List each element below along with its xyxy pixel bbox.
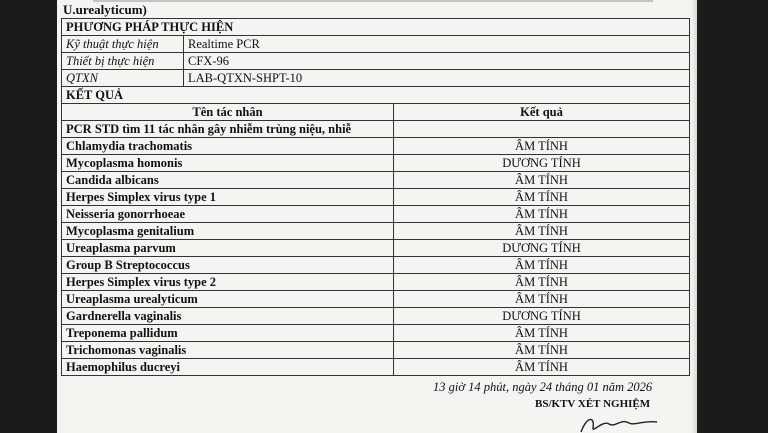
agent-result: ÂM TÍNH bbox=[394, 342, 690, 359]
method-row bbox=[62, 53, 690, 70]
agent-name: Neisseria gonorrhoeae bbox=[62, 206, 394, 223]
results-header-row bbox=[62, 104, 690, 121]
result-row bbox=[62, 257, 690, 274]
header-continuation: U.urealyticum) bbox=[63, 2, 147, 17]
agent-result: ÂM TÍNH bbox=[394, 138, 690, 155]
result-row bbox=[62, 308, 690, 325]
results-section-row bbox=[62, 87, 690, 104]
method-value: Realtime PCR bbox=[184, 36, 690, 53]
agent-name: Ureaplasma urealyticum bbox=[62, 291, 394, 308]
agent-name: Herpes Simplex virus type 1 bbox=[62, 189, 394, 206]
agent-result: ÂM TÍNH bbox=[394, 291, 690, 308]
result-row bbox=[62, 189, 690, 206]
agent-result: DƯƠNG TÍNH bbox=[394, 155, 690, 172]
result-row bbox=[62, 172, 690, 189]
agent-result: ÂM TÍNH bbox=[394, 206, 690, 223]
paper-edge-shadow bbox=[691, 0, 697, 433]
method-value: CFX-96 bbox=[184, 53, 690, 70]
result-row bbox=[62, 223, 690, 240]
agent-column-header: Tên tác nhân bbox=[62, 104, 394, 121]
method-label: Thiết bị thực hiện bbox=[62, 53, 184, 70]
result-row bbox=[62, 138, 690, 155]
cut-off-text-strip bbox=[63, 0, 693, 3]
agent-result: ÂM TÍNH bbox=[394, 325, 690, 342]
test-group-title: PCR STD tìm 11 tác nhân gây nhiễm trùng niệu, nhiễ bbox=[62, 121, 394, 138]
agent-name: Candida albicans bbox=[62, 172, 394, 189]
results-table bbox=[61, 18, 690, 376]
result-row bbox=[62, 342, 690, 359]
agent-result: ÂM TÍNH bbox=[394, 257, 690, 274]
method-label: Kỹ thuật thực hiện bbox=[62, 36, 184, 53]
agent-result: ÂM TÍNH bbox=[394, 223, 690, 240]
result-row bbox=[62, 325, 690, 342]
agent-name: Group B Streptococcus bbox=[62, 257, 394, 274]
agent-result: ÂM TÍNH bbox=[394, 189, 690, 206]
agent-result: ÂM TÍNH bbox=[394, 172, 690, 189]
agent-name: Gardnerella vaginalis bbox=[62, 308, 394, 325]
results-section-title: KẾT QUẢ bbox=[62, 87, 690, 104]
result-row bbox=[62, 291, 690, 308]
agent-name: Herpes Simplex virus type 2 bbox=[62, 274, 394, 291]
agent-name: Mycoplasma homonis bbox=[62, 155, 394, 172]
agent-name: Mycoplasma genitalium bbox=[62, 223, 394, 240]
agent-result: DƯƠNG TÍNH bbox=[394, 240, 690, 257]
group-result-cell bbox=[394, 121, 690, 138]
agent-result: ÂM TÍNH bbox=[394, 274, 690, 291]
method-row bbox=[62, 36, 690, 53]
report-datetime: 13 giờ 14 phút, ngày 24 tháng 01 năm 2026 bbox=[433, 380, 653, 394]
previous-text-cut-off bbox=[63, 0, 693, 7]
result-rows bbox=[62, 138, 690, 376]
result-row bbox=[62, 155, 690, 172]
group-row bbox=[62, 121, 690, 138]
result-row bbox=[62, 206, 690, 223]
result-row bbox=[62, 240, 690, 257]
agent-result: DƯƠNG TÍNH bbox=[394, 308, 690, 325]
agent-name: Trichomonas vaginalis bbox=[62, 342, 394, 359]
result-row bbox=[62, 274, 690, 291]
method-section-row bbox=[62, 19, 690, 36]
signature-mark bbox=[577, 414, 667, 433]
method-row bbox=[62, 70, 690, 87]
report-page bbox=[57, 0, 697, 433]
method-label: QTXN bbox=[62, 70, 184, 87]
agent-name: Treponema pallidum bbox=[62, 325, 394, 342]
result-column-header: Kết quả bbox=[394, 104, 690, 121]
agent-name: Chlamydia trachomatis bbox=[62, 138, 394, 155]
agent-name: Ureaplasma parvum bbox=[62, 240, 394, 257]
result-row bbox=[62, 359, 690, 376]
agent-name: Haemophilus ducreyi bbox=[62, 359, 394, 376]
method-value: LAB-QTXN-SHPT-10 bbox=[184, 70, 690, 87]
signer-title: BS/KTV XÉT NGHIỆM bbox=[535, 398, 651, 410]
method-section-title: PHƯƠNG PHÁP THỰC HIỆN bbox=[62, 19, 690, 36]
agent-result: ÂM TÍNH bbox=[394, 359, 690, 376]
